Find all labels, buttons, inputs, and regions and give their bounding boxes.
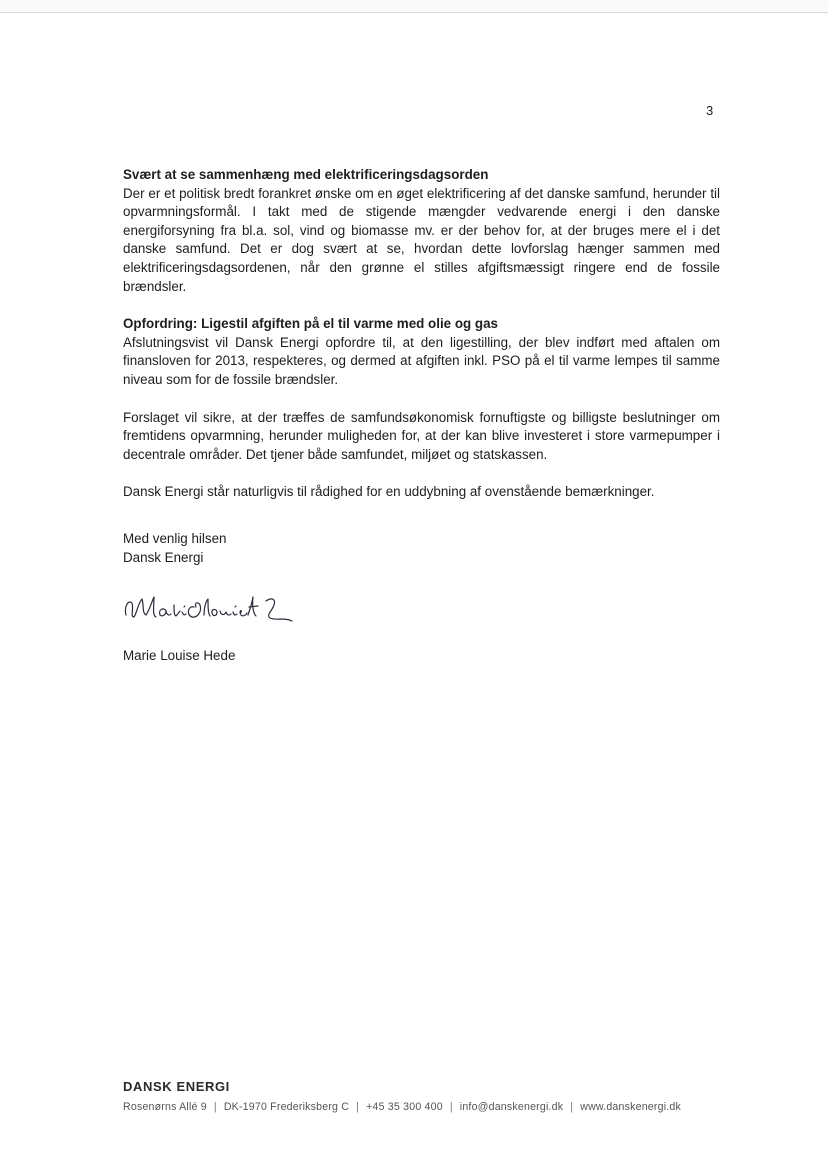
section-paragraph: Forslaget vil sikre, at der træffes de samfundsøkonomisk fornuftigste og billigste beslutninger om fremtidens opvarmning, herunder muligheden for, at der kan blive investeret i store varmepumper i decentrale områder. Det tjener både samfundet, miljøet og statskassen. [123,409,720,462]
footer-contact [123,1101,723,1113]
section-paragraph: Afslutningsvist vil Dansk Energi opfordre til, at den ligestilling, der blev indført med aftalen om finansloven for 2013, respekteres, og dermed at afgiften inkl. PSO på el til varme lempes til samme niveau som for de fossile brændsler. [123,334,720,387]
footer-logo-dansk: DANSK [123,1079,177,1094]
section-elektrificering [123,166,720,296]
page-number: 3 [706,103,714,118]
handwritten-signature [120,585,330,635]
paragraph-forslaget [123,409,720,465]
signer-name: Marie Louise Hede [123,648,236,663]
footer-separator: | [356,1101,360,1113]
footer-website: www.danskenergi.dk [580,1101,681,1113]
footer-logo-energi: ENERGI [176,1079,230,1094]
section-opfordring [123,315,720,389]
footer-city: DK-1970 Frederiksberg C [223,1101,350,1113]
footer-email: info@danskenergi.dk [459,1101,564,1113]
section-heading: Opfordring: Ligestil afgiften på el til varme med olie og gas [123,316,498,332]
footer-separator: | [213,1101,217,1113]
footer-separator: | [570,1101,574,1113]
footer-logo [123,1079,230,1094]
section-paragraph: Dansk Energi står naturligvis til rådighed for en uddybning af ovenstående bemærkninger. [123,484,655,500]
closing-organization: Dansk Energi [123,549,204,565]
footer-address: Rosenørns Allé 9 [123,1101,207,1113]
closing-greeting: Med venlig hilsen [123,530,227,546]
letter-body [123,166,720,586]
paragraph-raadighed [123,483,720,502]
footer-phone: +45 35 300 400 [366,1101,443,1113]
footer-separator: | [449,1101,453,1113]
section-paragraph: Der er et politisk bredt forankret ønske om en øget elektrificering af det danske samfund, herunder til opvarmningsformål. I takt med de stigende mængder vedvarende energi i den danske energiforsyning fra bl.a. sol, vind og biomasse mv. er der behov for, at der bruges mere el i det danske samfund. Det er dog svært at se, hvordan dette lovforslag hænger sammen med elektrificeringsdagsordenen, når den grønne el stilles afgiftsmæssigt ringere end de fossile brændsler. [123,185,720,294]
section-heading: Svært at se sammenhæng med elektrificeringsdagsorden [123,167,489,182]
closing [123,530,720,567]
scan-edge [0,0,828,13]
